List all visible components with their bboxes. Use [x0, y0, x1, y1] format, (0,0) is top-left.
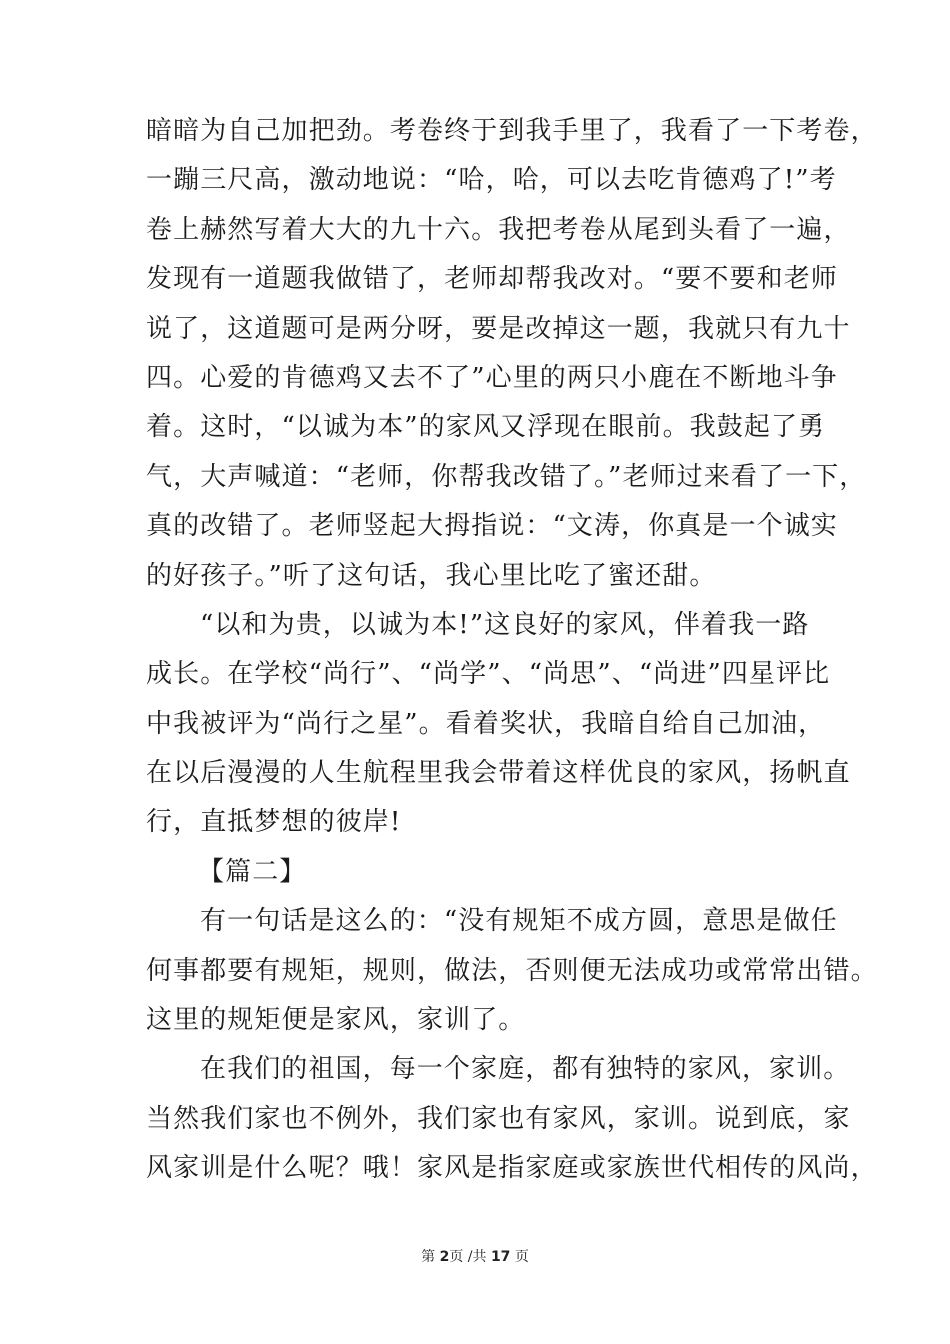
- text-line: 一蹦三尺高，激动地说：“哈，哈，可以去吃肯德鸡了!”考: [146, 165, 837, 196]
- text-line: 四。心爱的肯德鸡又去不了”心里的两只小鹿在不断地斗争: [146, 362, 838, 393]
- text-line: 真的改错了。老师竖起大拇指说：“文涛，你真是一个诚实: [146, 511, 838, 542]
- text-line: 何事都要有规矩，规则，做法，否则便无法成功或常常出错。: [146, 955, 878, 986]
- text-line: 这里的规矩便是家风，家训了。: [146, 1005, 526, 1036]
- text-line: 成长。在学校“尚行”、“尚学”、“尚思”、“尚进”四星评比: [146, 659, 831, 690]
- text-line: 中我被评为“尚行之星”。看着奖状，我暗自给自己加油，: [146, 708, 826, 739]
- page-footer: [0, 1246, 950, 1266]
- paragraph-start-line: “以和为贵，以诚为本!”这良好的家风，伴着我一路: [200, 609, 810, 640]
- text-line: 卷上赫然写着大大的九十六。我把考卷从尾到头看了一遍，: [146, 214, 851, 245]
- body-text: [146, 107, 878, 1194]
- text-line: 发现有一道题我做错了，老师却帮我改对。“要不要和老师: [146, 264, 838, 295]
- text-line: 气，大声喊道：“老师，你帮我改错了。”老师过来看了一下，: [146, 461, 867, 492]
- section-heading: 【篇二】: [198, 856, 307, 887]
- footer-middle: 页 /共: [449, 1249, 487, 1265]
- total-page-number: 17: [490, 1249, 511, 1265]
- text-line: 暗暗为自己加把劲。考卷终于到我手里了，我看了一下考卷，: [146, 116, 878, 146]
- text-line: 当然我们家也不例外，我们家也有家风，家训。说到底，家: [146, 1103, 851, 1134]
- current-page-number: 2: [439, 1249, 450, 1265]
- footer-suffix: 页: [514, 1249, 529, 1265]
- text-line: 说了，这道题可是两分呀，要是改掉这一题，我就只有九十: [146, 313, 851, 344]
- text-line: 着。这时，“以诚为本”的家风又浮现在眼前。我鼓起了勇: [146, 412, 826, 443]
- paragraph-start-line: 在我们的祖国，每一个家庭，都有独特的家风，家训。: [200, 1054, 851, 1085]
- text-line: 行，直抵梦想的彼岸!: [146, 807, 402, 838]
- paragraph-start-line: 有一句话是这么的：“没有规矩不成方圆，意思是做任: [200, 906, 838, 937]
- footer-prefix: 第: [421, 1249, 436, 1265]
- text-line: 风家训是什么呢？哦！家风是指家庭或家族世代相传的风尚，: [146, 1153, 878, 1184]
- text-line: 的好孩子。”听了这句话，我心里比吃了蜜还甜。: [146, 560, 717, 591]
- text-line: 在以后漫漫的人生航程里我会带着这样优良的家风，扬帆直: [146, 758, 851, 789]
